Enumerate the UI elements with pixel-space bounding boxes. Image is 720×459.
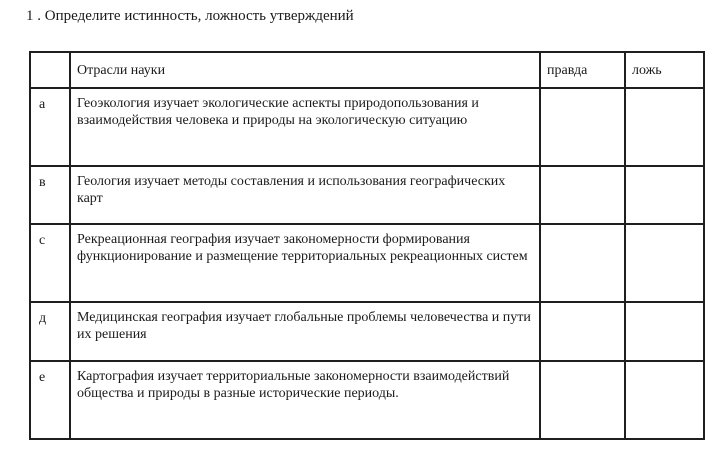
true-answer-cell[interactable] (540, 166, 625, 224)
header-letter-cell (30, 52, 70, 88)
header-true-cell (540, 52, 625, 88)
statement-text: Медицинская география изучает глобальные проблемы человечества и пути их решения (77, 310, 531, 342)
header-true-label: правда (547, 63, 588, 78)
row-letter: а (39, 97, 46, 112)
row-letter: в (39, 175, 46, 190)
false-answer-cell[interactable] (625, 166, 704, 224)
false-answer-cell[interactable] (625, 88, 704, 166)
statement-text: Геоэкология изучает экологические аспекты природопользования и взаимодействия человека и природы на экологическую ситуацию (77, 96, 479, 128)
true-false-table (29, 51, 705, 440)
row-letter: е (39, 370, 46, 385)
header-false-cell (625, 52, 704, 88)
row-letter-cell (30, 166, 70, 224)
table-row (30, 302, 704, 361)
header-false-label: ложь (632, 63, 662, 78)
statement-cell (70, 88, 540, 166)
true-answer-cell[interactable] (540, 88, 625, 166)
statement-cell (70, 166, 540, 224)
header-topic-label: Отрасли науки (77, 63, 166, 78)
statement-cell (70, 361, 540, 439)
statement-cell (70, 224, 540, 302)
table-header-row (30, 52, 704, 88)
header-topic-cell (70, 52, 540, 88)
row-letter-cell (30, 302, 70, 361)
statement-text: Геология изучает методы составления и использования географических карт (77, 174, 506, 206)
row-letter: с (39, 233, 46, 248)
true-answer-cell[interactable] (540, 361, 625, 439)
row-letter-cell (30, 224, 70, 302)
task-heading: 1 . Определите истинность, ложность утверждений (26, 8, 354, 24)
statement-text: Рекреационная география изучает закономерности формирования функционирование и размещение территориальных рекреационных систем (77, 232, 528, 264)
statement-text: Картография изучает территориальные закономерности взаимодействий общества и природы в разные исторические периоды. (77, 369, 510, 401)
true-answer-cell[interactable] (540, 302, 625, 361)
table-row (30, 224, 704, 302)
statement-cell (70, 302, 540, 361)
row-letter: д (39, 311, 47, 326)
row-letter-cell (30, 361, 70, 439)
false-answer-cell[interactable] (625, 361, 704, 439)
true-answer-cell[interactable] (540, 224, 625, 302)
false-answer-cell[interactable] (625, 224, 704, 302)
table-row (30, 361, 704, 439)
table-row (30, 166, 704, 224)
row-letter-cell (30, 88, 70, 166)
false-answer-cell[interactable] (625, 302, 704, 361)
table-row (30, 88, 704, 166)
